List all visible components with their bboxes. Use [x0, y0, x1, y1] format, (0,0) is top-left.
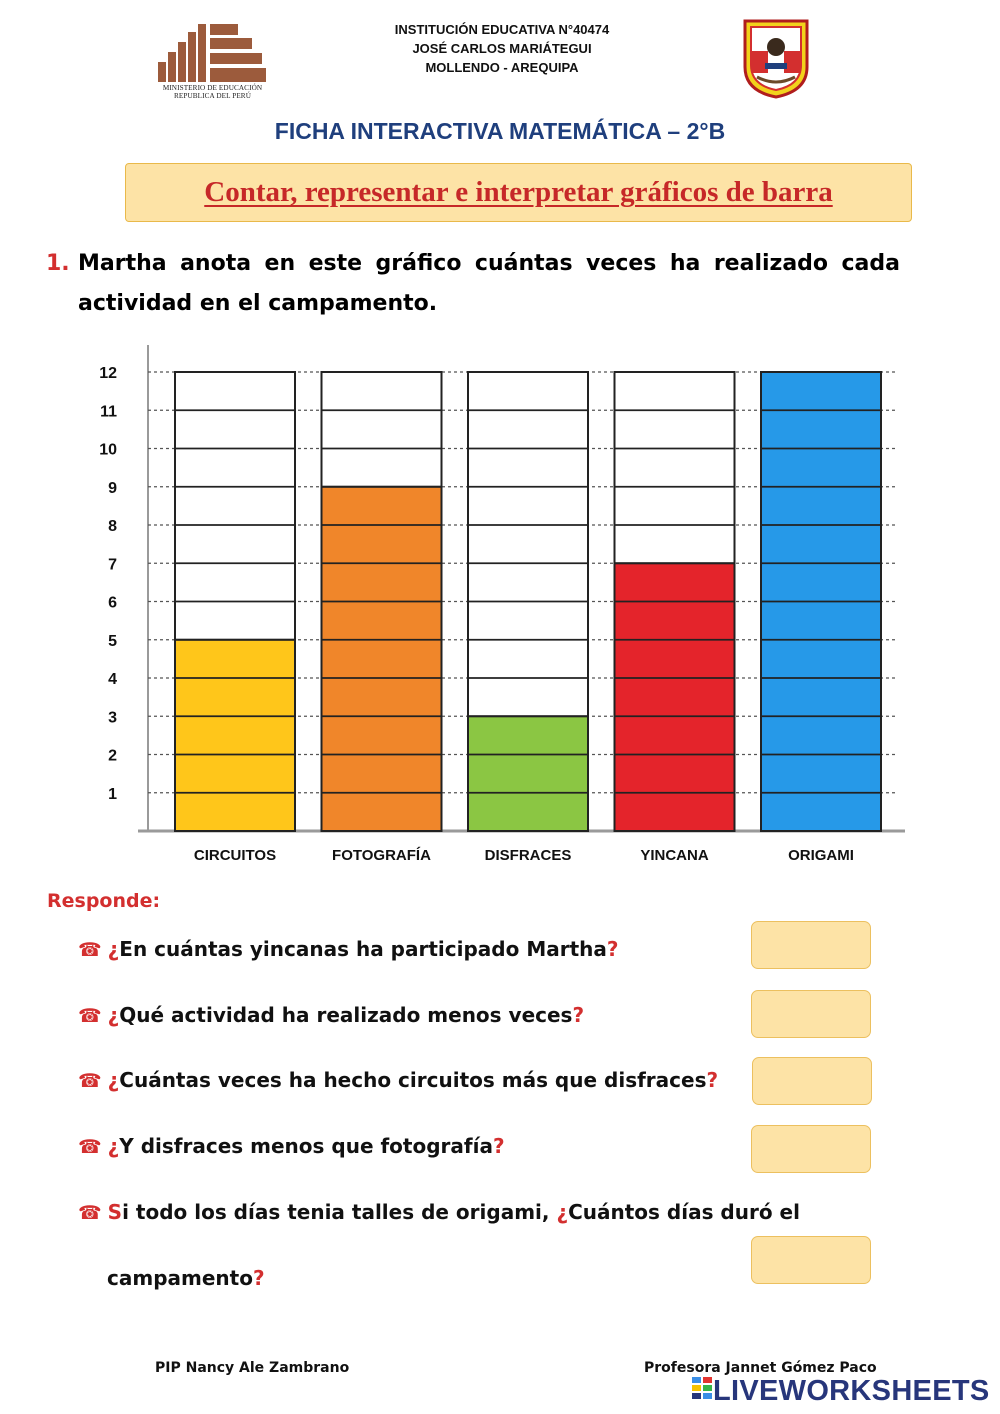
x-category-label-3: YINCANA — [640, 847, 709, 864]
answer-input-4[interactable] — [751, 1125, 871, 1173]
bar-disfraces — [468, 716, 588, 831]
y-tick-label-4: 4 — [108, 671, 117, 688]
answer-input-3[interactable] — [752, 1057, 872, 1105]
y-tick-label-9: 9 — [108, 479, 117, 497]
topic-title: Contar, representar e interpretar gráficos de barra — [204, 176, 833, 208]
question-number: 1. — [46, 251, 70, 276]
question-origami-days-continued: campamento? — [107, 1266, 265, 1290]
liveworksheets-wordmark: LIVEWORKSHEETS — [713, 1374, 990, 1407]
question-origami-days: ☎ Si todo los días tenia talles de origami, ¿Cuántos días duró el — [78, 1200, 800, 1224]
question-text: Martha anota en este gráfico cuántas veces ha realizado cada actividad en el campamento. — [78, 251, 900, 316]
y-tick-label-3: 3 — [108, 709, 117, 727]
bar-chart-svg — [85, 340, 915, 880]
telephone-icon: ☎ — [78, 1005, 102, 1027]
liveworksheets-brand[interactable] — [691, 1374, 990, 1408]
ministry-caption-line1: MINISTERIO DE EDUCACIÓN — [162, 84, 263, 92]
telephone-icon: ☎ — [78, 939, 102, 961]
x-category-label-1: FOTOGRAFÍA — [332, 847, 431, 864]
footer-teacher: Profesora Jannet Gómez Paco — [644, 1360, 877, 1376]
y-tick-label-2: 2 — [108, 747, 117, 765]
answer-input-1[interactable] — [751, 921, 871, 969]
y-tick-label-1: 1 — [108, 785, 117, 803]
footer-author: PIP Nancy Ale Zambrano — [155, 1360, 350, 1376]
y-tick-label-8: 8 — [108, 518, 117, 535]
x-category-label-4: ORIGAMI — [788, 847, 854, 864]
y-tick-label-12: 12 — [99, 365, 117, 382]
x-category-label-0: CIRCUITOS — [193, 847, 277, 864]
bar-chart — [85, 340, 915, 880]
question-disfraces-vs-fotografia: ☎ ¿Y disfraces menos que fotografía? — [78, 1134, 505, 1158]
y-tick-label-7: 7 — [108, 556, 117, 574]
question-1 — [46, 244, 900, 324]
liveworksheets-logo-icon — [691, 1376, 713, 1406]
answer-input-2[interactable] — [751, 990, 871, 1038]
institution-location: MOLLENDO - AREQUIPA — [425, 60, 579, 75]
question-yincanas: ☎ ¿En cuántas yincanas ha participado Martha? — [78, 937, 619, 961]
y-tick-label-6: 6 — [108, 594, 117, 612]
bar-yincana — [615, 563, 735, 831]
y-tick-label-10: 10 — [99, 441, 117, 459]
y-tick-label-11: 11 — [100, 403, 117, 421]
telephone-icon: ☎ — [78, 1202, 102, 1224]
responde-label: Responde: — [47, 890, 161, 912]
telephone-icon: ☎ — [78, 1136, 102, 1158]
bar-fotografía — [322, 487, 442, 831]
ministry-bars-icon — [155, 22, 270, 84]
ministry-caption-line2: REPUBLICA DEL PERÚ — [173, 92, 251, 100]
answer-input-5[interactable] — [751, 1236, 871, 1284]
y-tick-label-5: 5 — [108, 632, 117, 650]
x-category-label-2: DISFRACES — [484, 847, 572, 864]
page-title: FICHA INTERACTIVA MATEMÁTICA – 2°B — [274, 118, 726, 144]
question-circuitos-vs-disfraces: ☎ ¿Cuántas veces ha hecho circuitos más que disfraces? — [78, 1068, 719, 1092]
question-least-activity: ☎ ¿Qué actividad ha realizado menos veces? — [78, 1003, 585, 1027]
school-seal-icon — [741, 17, 811, 99]
ministry-logo — [155, 22, 270, 108]
bar-circuitos — [175, 640, 295, 831]
topic-banner — [125, 163, 912, 222]
institution-block — [300, 20, 704, 77]
institution-name: INSTITUCIÓN EDUCATIVA N°40474 — [394, 22, 610, 37]
institution-school: JOSÉ CARLOS MARIÁTEGUI — [412, 41, 592, 56]
telephone-icon: ☎ — [78, 1070, 102, 1092]
